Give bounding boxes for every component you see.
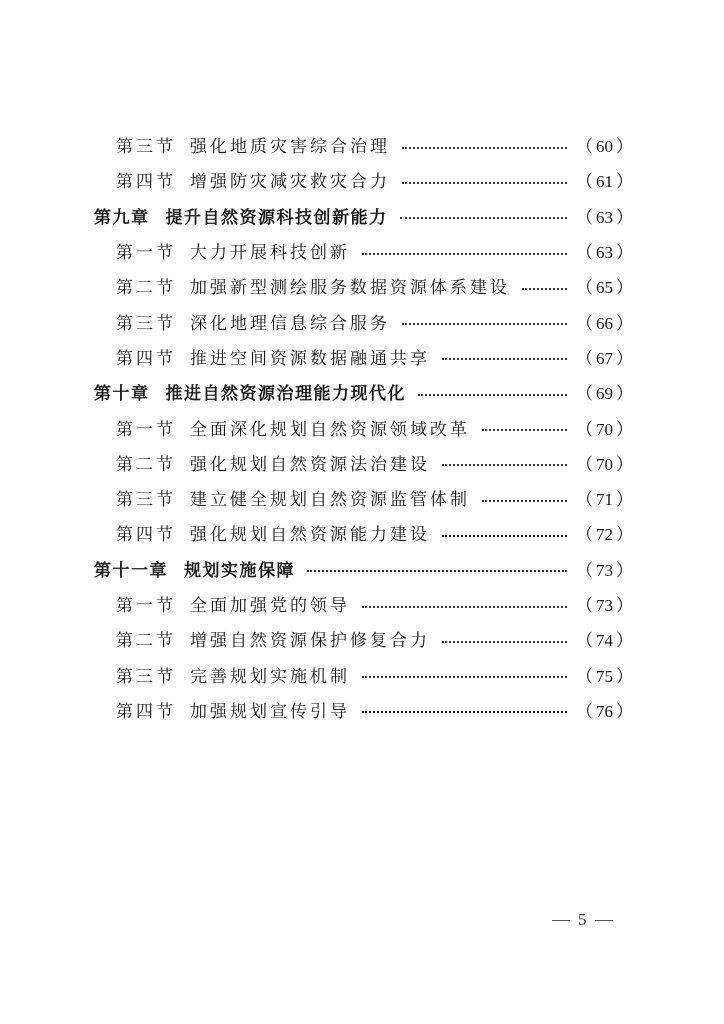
toc-section-number: 第三节 bbox=[116, 313, 176, 334]
dot-leader bbox=[442, 358, 567, 360]
toc-section-number: 第四节 bbox=[116, 172, 176, 193]
toc-row[interactable] bbox=[0, 303, 724, 338]
toc-section-number: 第二节 bbox=[116, 631, 176, 652]
toc-chapter-number: 第十一章 bbox=[94, 560, 168, 581]
toc-page-ref: （ 73 ） bbox=[576, 560, 633, 580]
toc-page-ref: （ 72 ） bbox=[576, 525, 633, 545]
toc-section-title: 强化地质灾害综合治理 bbox=[190, 137, 390, 158]
page-number: 5 bbox=[578, 910, 587, 929]
toc-page-ref: （ 73 ） bbox=[576, 596, 633, 615]
toc-chapter-title: 推进自然资源治理能力现代化 bbox=[165, 384, 406, 405]
toc-page-number: 75 bbox=[596, 666, 613, 686]
dot-leader bbox=[442, 464, 567, 466]
toc-section-title: 强化规划自然资源法治建设 bbox=[190, 454, 430, 475]
toc-page-ref: （ 65 ） bbox=[576, 278, 633, 298]
toc-page-number: 70 bbox=[596, 419, 613, 439]
toc-section-title: 增强防灾减灾救灾合力 bbox=[190, 172, 390, 193]
toc-page-number: 67 bbox=[596, 348, 613, 368]
toc-page-number: 72 bbox=[596, 525, 613, 545]
toc-page-number: 66 bbox=[596, 313, 613, 333]
toc-row[interactable] bbox=[0, 127, 724, 162]
toc-page-number: 70 bbox=[596, 454, 613, 474]
toc-chapter-title: 提升自然资源科技创新能力 bbox=[165, 207, 388, 228]
toc-chapter-number: 第十章 bbox=[94, 384, 150, 405]
toc-row[interactable] bbox=[0, 233, 724, 268]
toc-row[interactable] bbox=[0, 692, 724, 727]
toc-page-number: 71 bbox=[596, 490, 613, 510]
toc-page-number: 60 bbox=[596, 137, 613, 157]
toc-page-number: 65 bbox=[596, 278, 613, 298]
toc-row[interactable] bbox=[0, 621, 724, 656]
toc-section-number: 第一节 bbox=[116, 596, 176, 616]
toc-chapter-title: 规划实施保障 bbox=[184, 560, 295, 581]
toc-section-number: 第一节 bbox=[116, 419, 176, 440]
toc-section-number: 第三节 bbox=[116, 490, 176, 511]
dot-leader bbox=[482, 429, 567, 431]
toc-section-title: 建立健全规划自然资源监管体制 bbox=[190, 490, 470, 511]
toc-section-title: 强化规划自然资源能力建设 bbox=[190, 525, 430, 546]
toc-section-number: 第四节 bbox=[116, 525, 176, 546]
toc-section-title: 增强自然资源保护修复合力 bbox=[190, 631, 430, 652]
dot-leader bbox=[522, 288, 567, 290]
dot-leader bbox=[418, 394, 567, 396]
toc-section-number: 第四节 bbox=[116, 348, 176, 369]
toc-section-number: 第四节 bbox=[116, 701, 176, 722]
toc-chapter-number: 第九章 bbox=[94, 207, 150, 228]
toc-page-ref: （ 76 ） bbox=[576, 701, 633, 721]
toc-row[interactable] bbox=[0, 162, 724, 197]
table-of-contents bbox=[0, 127, 724, 727]
toc-page-ref: （ 71 ） bbox=[576, 490, 633, 510]
toc-row[interactable] bbox=[0, 268, 724, 303]
toc-row[interactable] bbox=[0, 480, 724, 515]
dot-leader bbox=[362, 606, 567, 608]
toc-page-ref: （ 61 ） bbox=[576, 172, 633, 192]
toc-page-ref: （ 63 ） bbox=[576, 243, 633, 263]
toc-section-number: 第三节 bbox=[116, 666, 176, 687]
dot-leader bbox=[307, 570, 567, 572]
toc-row[interactable] bbox=[0, 551, 724, 586]
toc-row[interactable] bbox=[0, 656, 724, 691]
toc-page-ref: （ 70 ） bbox=[576, 454, 633, 474]
toc-page-number: 69 bbox=[596, 384, 613, 404]
dot-leader bbox=[442, 641, 567, 643]
toc-section-number: 第二节 bbox=[116, 454, 176, 475]
toc-section-number: 第二节 bbox=[116, 278, 176, 299]
toc-section-number: 第三节 bbox=[116, 137, 176, 158]
folio-dash-right bbox=[595, 920, 613, 921]
toc-page-number: 63 bbox=[596, 243, 613, 263]
dot-leader bbox=[400, 217, 568, 219]
toc-page-ref: （ 75 ） bbox=[576, 666, 633, 686]
dot-leader bbox=[482, 500, 567, 502]
toc-section-number: 第一节 bbox=[116, 243, 176, 264]
toc-page-number: 74 bbox=[596, 631, 613, 651]
toc-row[interactable] bbox=[0, 515, 724, 550]
toc-section-title: 全面加强党的领导 bbox=[190, 596, 350, 616]
dot-leader bbox=[442, 535, 567, 537]
toc-page-ref: （ 67 ） bbox=[576, 348, 633, 368]
toc-row[interactable] bbox=[0, 445, 724, 480]
toc-section-title: 全面深化规划自然资源领域改革 bbox=[190, 419, 470, 440]
toc-page-ref: （ 69 ） bbox=[576, 384, 633, 404]
dot-leader bbox=[362, 676, 567, 678]
toc-page-ref: （ 70 ） bbox=[576, 419, 633, 439]
toc-page-number: 61 bbox=[596, 172, 613, 192]
toc-page-number: 76 bbox=[596, 701, 613, 721]
toc-section-title: 加强规划宣传引导 bbox=[190, 701, 350, 722]
page-number-footer bbox=[544, 910, 621, 930]
toc-row[interactable] bbox=[0, 586, 724, 621]
toc-section-title: 大力开展科技创新 bbox=[190, 243, 350, 264]
toc-section-title: 深化地理信息综合服务 bbox=[190, 313, 390, 334]
toc-row[interactable] bbox=[0, 198, 724, 233]
toc-page-ref: （ 60 ） bbox=[576, 137, 633, 157]
dot-leader bbox=[402, 323, 567, 325]
dot-leader bbox=[402, 147, 567, 149]
dot-leader bbox=[362, 711, 567, 713]
folio-dash-left bbox=[552, 920, 570, 921]
toc-page-number: 73 bbox=[596, 560, 613, 580]
toc-row[interactable] bbox=[0, 374, 724, 409]
dot-leader bbox=[362, 253, 567, 255]
dot-leader bbox=[402, 182, 567, 184]
toc-page-ref: （ 66 ） bbox=[576, 313, 633, 333]
toc-page-ref: （ 63 ） bbox=[576, 207, 633, 227]
toc-page-ref: （ 74 ） bbox=[576, 631, 633, 651]
toc-row[interactable] bbox=[0, 409, 724, 444]
toc-section-title: 完善规划实施机制 bbox=[190, 666, 350, 687]
toc-section-title: 加强新型测绘服务数据资源体系建设 bbox=[190, 278, 510, 299]
toc-section-title: 推进空间资源数据融通共享 bbox=[190, 348, 430, 369]
toc-page-number: 73 bbox=[596, 596, 613, 615]
toc-page-number: 63 bbox=[596, 207, 613, 227]
toc-row[interactable] bbox=[0, 339, 724, 374]
